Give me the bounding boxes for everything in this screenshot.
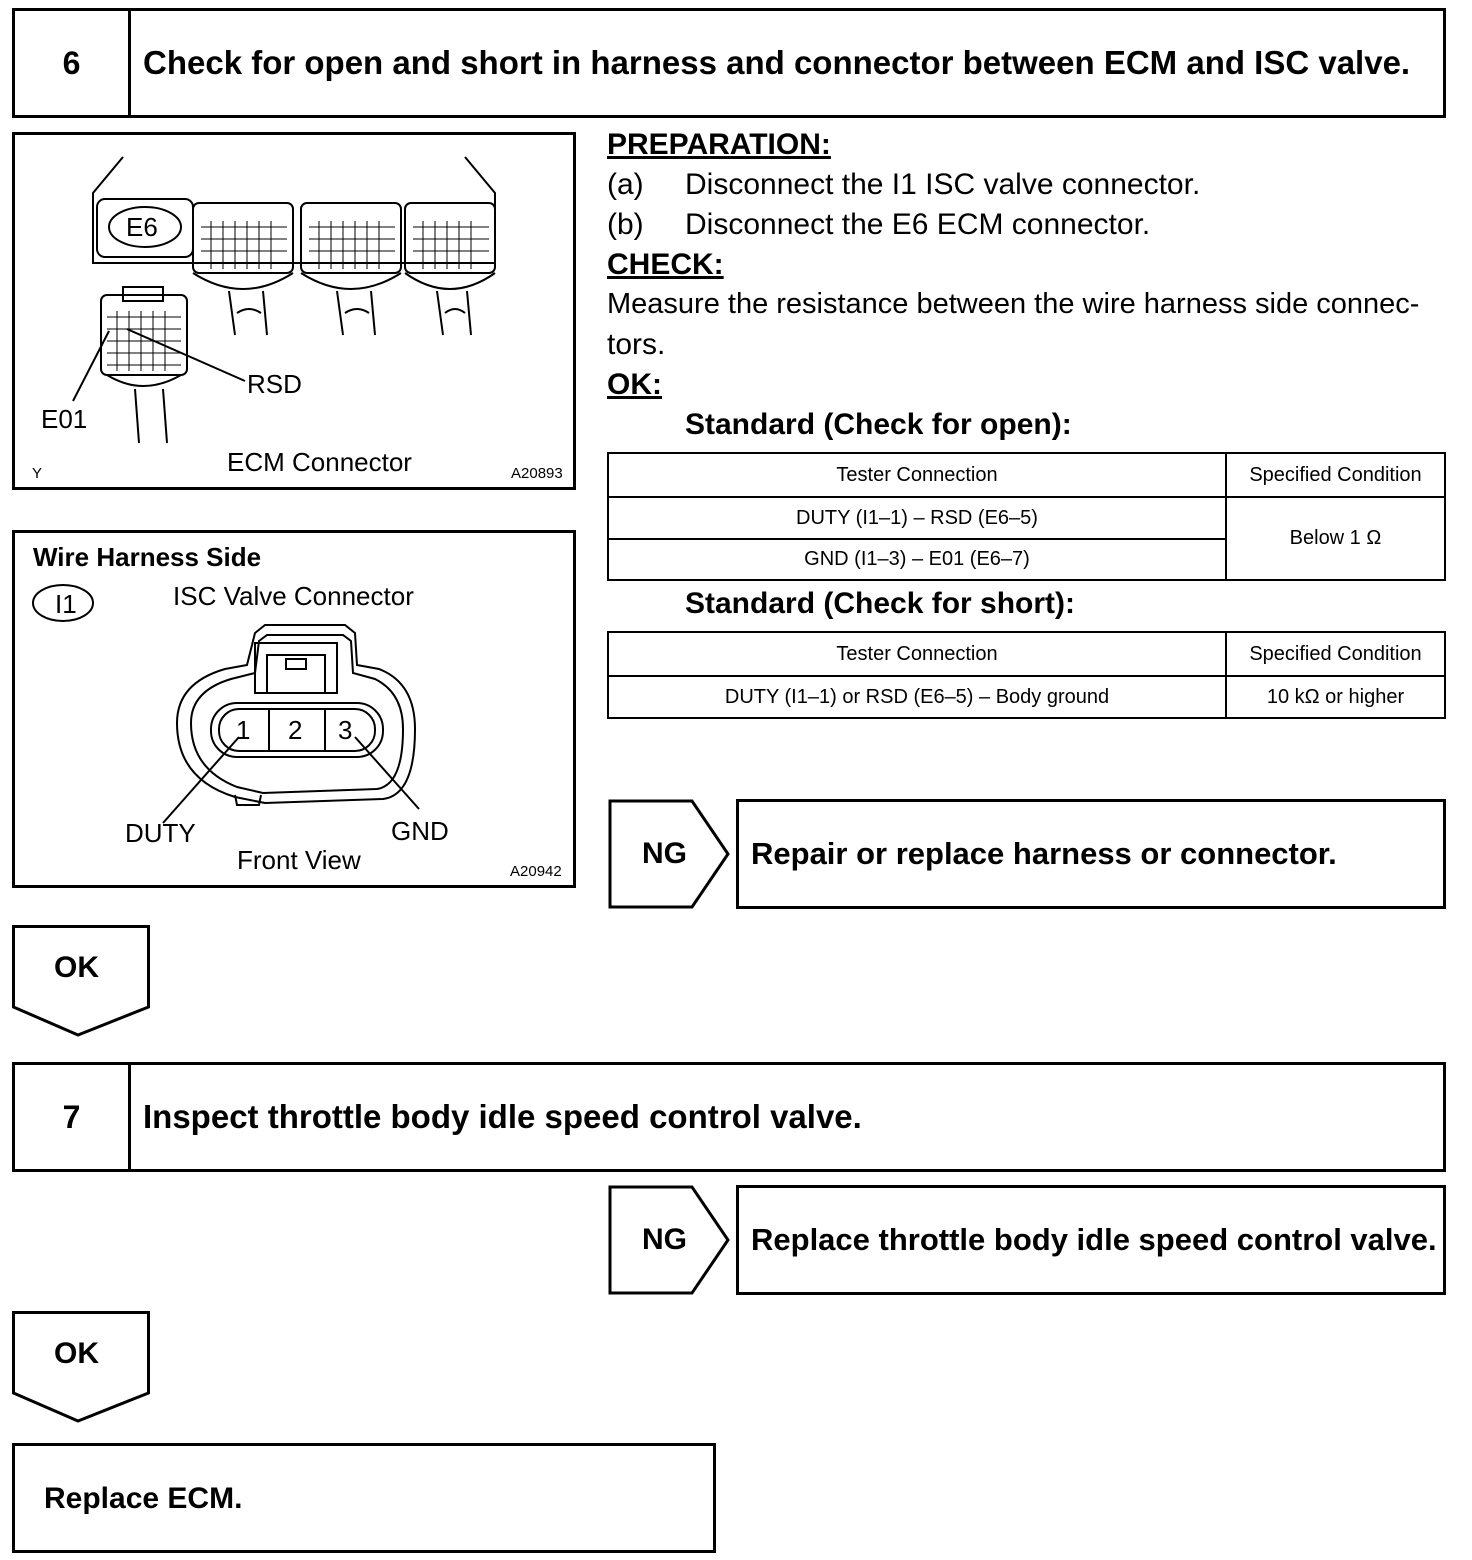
isc-connector-figure <box>12 530 576 888</box>
ng-action-2: Replace throttle body idle speed control valve. <box>736 1185 1446 1295</box>
check-text-line-2: tors. <box>607 328 666 361</box>
final-action-box <box>12 1443 716 1553</box>
check-heading: CHECK: <box>607 248 724 281</box>
step-title: Inspect throttle body idle speed control valve. <box>143 1098 862 1135</box>
gnd-label: GND <box>391 816 449 846</box>
step-title: Check for open and short in harness and connector between ECM and ISC valve. <box>143 44 1411 81</box>
table-cell: DUTY (I1–1) or RSD (E6–5) – Body ground <box>608 676 1226 718</box>
short-table-title: Standard (Check for short): <box>685 587 1076 620</box>
check-text-line-1: Measure the resistance between the wire harness side connec- <box>607 288 1420 320</box>
table-cell: DUTY (I1–1) – RSD (E6–5) <box>608 497 1226 539</box>
step-b-text: Disconnect the E6 ECM connector. <box>685 208 1151 241</box>
final-action: Replace ECM. <box>44 1482 243 1515</box>
step-a-text: Disconnect the I1 ISC valve connector. <box>685 168 1201 201</box>
isc-connector-title: ISC Valve Connector <box>173 581 414 611</box>
step-number: 6 <box>15 11 131 115</box>
ok-heading: OK: <box>607 368 662 401</box>
table-cell: 10 kΩ or higher <box>1226 676 1445 718</box>
step-number: 7 <box>15 1065 131 1169</box>
step-a-marker: (a) <box>607 168 644 201</box>
ecm-connector-figure <box>12 132 576 490</box>
preparation-heading: PREPARATION: <box>607 128 831 161</box>
figure-code: A20942 <box>510 863 562 880</box>
ok-label-2: OK <box>54 1337 99 1370</box>
column-header: Tester Connection <box>608 632 1226 676</box>
isc-caption: Front View <box>237 845 361 875</box>
duty-label: DUTY <box>125 818 196 848</box>
ng-label-1: NG <box>642 837 687 870</box>
open-table-title: Standard (Check for open): <box>685 408 1072 441</box>
short-check-table <box>607 631 1446 719</box>
ecm-caption: ECM Connector <box>227 447 412 477</box>
step-7-header <box>12 1062 1446 1172</box>
step-6-header <box>12 8 1446 118</box>
e01-label: E01 <box>41 404 88 434</box>
table-cell: Below 1 Ω <box>1226 497 1445 580</box>
step-b-marker: (b) <box>607 208 644 241</box>
corner-mark: Y <box>32 465 43 482</box>
ng-label-2: NG <box>642 1223 687 1256</box>
isc-connector-id: I1 <box>55 589 77 619</box>
column-header: Specified Condition <box>1226 453 1445 497</box>
rsd-label: RSD <box>247 369 302 399</box>
column-header: Tester Connection <box>608 453 1226 497</box>
open-check-table <box>607 452 1446 581</box>
ng-action-1: Repair or replace harness or connector. <box>736 799 1446 909</box>
table-cell: GND (I1–3) – E01 (E6–7) <box>608 539 1226 580</box>
pin-2: 2 <box>288 715 303 745</box>
ecm-connector-illustration <box>15 135 579 493</box>
wire-harness-side-heading: Wire Harness Side <box>33 542 262 572</box>
pin-1: 1 <box>236 715 251 745</box>
column-header: Specified Condition <box>1226 632 1445 676</box>
figure-code: A20893 <box>511 465 563 482</box>
ecm-connector-id: E6 <box>126 212 158 242</box>
ok-label-1: OK <box>54 951 99 984</box>
pin-3: 3 <box>338 715 353 745</box>
